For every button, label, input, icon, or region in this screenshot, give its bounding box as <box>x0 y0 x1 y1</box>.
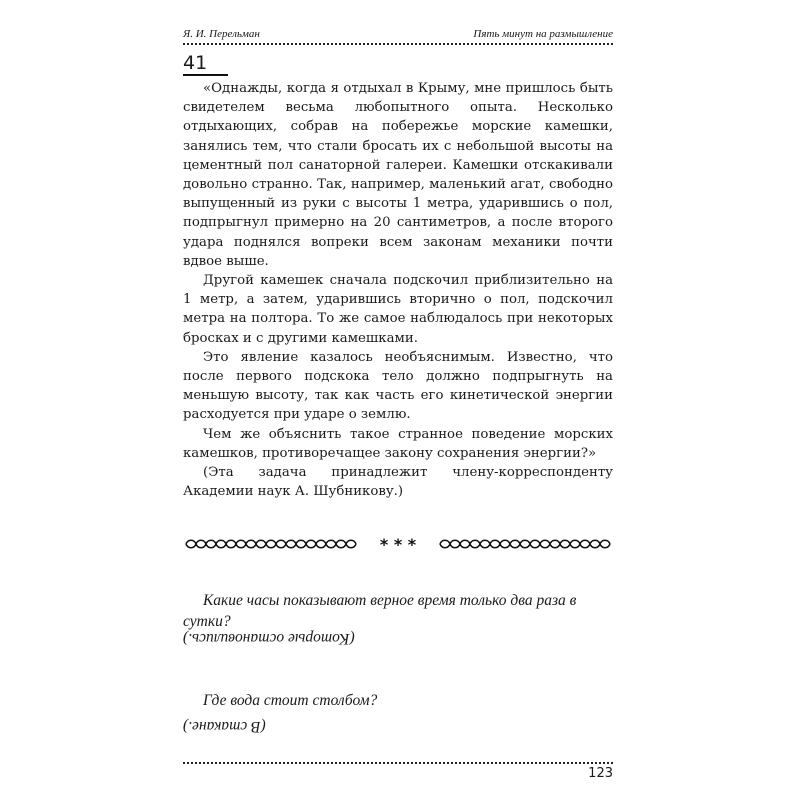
left-chain-ornament <box>186 540 356 548</box>
paragraph: (Эта задача принадлежит члену-корреспонденту Академии наук А. Шубникову.) <box>183 465 613 500</box>
riddle-answer-upside-down: (В стакане.) <box>183 718 266 735</box>
problem-number: 41 <box>183 52 208 74</box>
problem-number-underline <box>183 74 228 76</box>
paragraph: Другой камешек сначала подскочил приблизительно на 1 метр, а затем, ударившись вторично о пол, подскочил метра на полтора. То же самое наблюдалось при некоторых бросках и с другими камешками. <box>183 273 613 346</box>
paragraph: Чем же объяснить такое странное поведение морских камешков, противоречащее закону сохранения энергии?» <box>183 426 613 461</box>
problem-text <box>183 79 613 501</box>
running-head <box>183 24 613 40</box>
page-number: 123 <box>588 766 613 781</box>
footer-rule <box>183 762 613 764</box>
paragraph: Это явление казалось необъяснимым. Известно, что после первого подскока тело должно подпрыгнуть на меньшую высоту, так как часть его кинетической энергии расходуется при ударе о землю. <box>183 349 613 423</box>
right-chain-ornament <box>440 540 610 548</box>
divider-asterisks: * * * <box>379 536 417 552</box>
ornamental-divider <box>183 536 613 552</box>
header-book-title: Пять минут на размышление <box>473 28 613 40</box>
riddle-answer-upside-down: (Которые остановились.) <box>183 630 355 647</box>
riddle-question: Какие часы показывают верное время только два раза в сутки? <box>183 592 577 630</box>
paragraph: «Однажды, когда я отдыхал в Крыму, мне пришлось быть свидетелем весьма любопытного опыта. Несколько отдыхающих, собрав на побережье морские камешки, занялись тем, что стали бросать их с небольшой высоты на цементный пол санаторной галереи. Камешки отскакивали довольно странно. Так, например, маленький агат, свободно выпущенный из руки с высоты 1 метра, ударившись о пол, подпрыгнул примерно на 20 сантиметров, а после второго удара поднялся вопреки всем законам механики почти вдвое выше. <box>183 81 613 269</box>
riddle-question: Где вода стоит столбом? <box>203 692 378 709</box>
header-rule <box>183 43 613 45</box>
header-author: Я. И. Перельман <box>183 28 260 40</box>
